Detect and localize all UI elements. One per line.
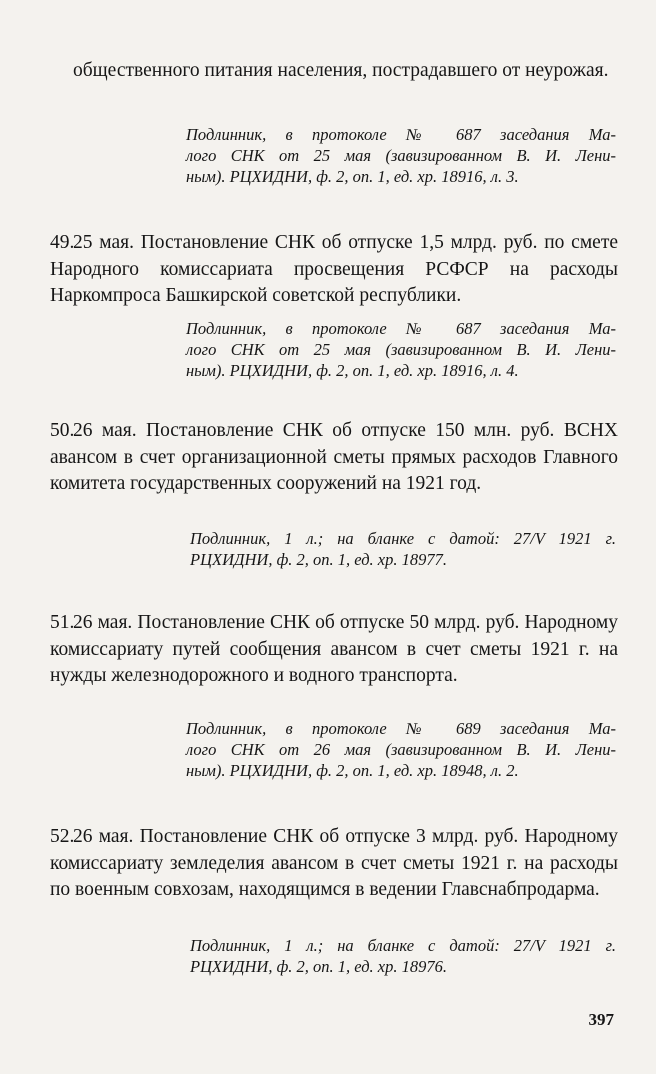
entry-49-source-note — [186, 318, 616, 381]
source-line: Подлинник, в протоколе № 687 заседания Ма- — [186, 125, 616, 144]
page-number: 397 — [588, 1010, 614, 1029]
entry-text: 26 мая. Постановление СНК об отпуске 3 млрд. руб. Народному комиссариату земледелия авансом в счет сметы 1921 г. на расходы по военным совхозам, находящимся в ведении Главснабпродарма. — [50, 826, 618, 900]
entry-text: 26 мая. Постановление СНК об отпуске 50 млрд. руб. Народному комиссариату путей сообщения авансом в счет сметы 1921 г. на нужды железнодорожного и водного транспорта. — [50, 612, 618, 686]
entry-50 — [50, 418, 618, 498]
entry-number: 49. — [50, 232, 75, 253]
source-line: РЦХИДНИ, ф. 2, оп. 1, ед. хр. 18977. — [190, 550, 447, 569]
entry-number: 51. — [50, 612, 75, 633]
entry-52 — [50, 824, 618, 904]
source-line: Подлинник, в протоколе № 689 заседания Ма- — [186, 719, 616, 738]
source-line: лого СНК от 26 мая (завизированном В. И. Лени- — [186, 740, 616, 759]
continuation-source-note — [186, 124, 616, 187]
source-line: ным). РЦХИДНИ, ф. 2, оп. 1, ед. хр. 18948, л. 2. — [186, 761, 519, 780]
entry-text: 25 мая. Постановление СНК об отпуске 1,5 млрд. руб. по смете Народного комиссариата просвещения РСФСР на расходы Наркомпроса Башкирской советской республики. — [50, 232, 618, 306]
entry-52-source-note — [190, 935, 616, 977]
source-line: Подлинник, в протоколе № 687 заседания Ма- — [186, 319, 616, 338]
source-line: ным). РЦХИДНИ, ф. 2, оп. 1, ед. хр. 18916, л. 3. — [186, 167, 519, 186]
entry-text: 26 мая. Постановление СНК об отпуске 150 млн. руб. ВСНХ авансом в счет организационной сметы прямых расходов Главного комитета государственных сооружений на 1921 год. — [50, 420, 618, 494]
source-line: РЦХИДНИ, ф. 2, оп. 1, ед. хр. 18976. — [190, 957, 447, 976]
entry-51 — [50, 610, 618, 690]
source-line: ным). РЦХИДНИ, ф. 2, оп. 1, ед. хр. 18916, л. 4. — [186, 361, 519, 380]
source-line: лого СНК от 25 мая (завизированном В. И. Лени- — [186, 340, 616, 359]
entry-51-source-note — [186, 718, 616, 781]
source-line: лого СНК от 25 мая (завизированном В. И. Лени- — [186, 146, 616, 165]
entry-number: 52. — [50, 826, 75, 847]
source-line: Подлинник, 1 л.; на бланке с датой: 27/V 1921 г. — [190, 529, 616, 548]
source-line: Подлинник, 1 л.; на бланке с датой: 27/V 1921 г. — [190, 936, 616, 955]
entry-number: 50. — [50, 420, 75, 441]
entry-50-source-note — [190, 528, 616, 570]
entry-49 — [50, 230, 618, 310]
continuation-paragraph: общественного питания населения, пострадавшего от неурожая. — [73, 60, 609, 81]
